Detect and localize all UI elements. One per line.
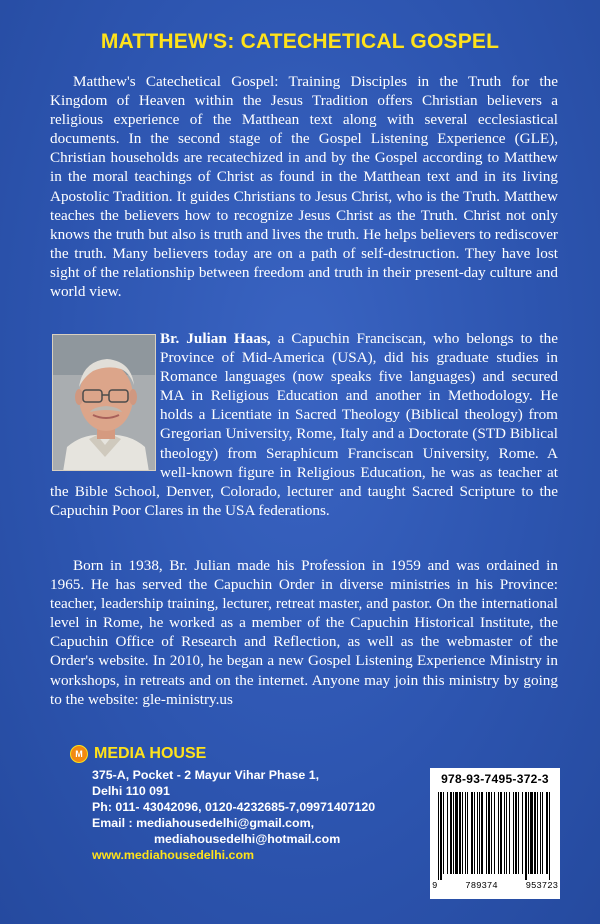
publisher-block xyxy=(70,745,390,864)
barcode-stripe xyxy=(525,792,527,880)
address-line-2: Delhi 110 091 xyxy=(92,784,170,798)
barcode-stripe xyxy=(481,792,483,874)
publisher-heading xyxy=(70,745,390,763)
publisher-address xyxy=(70,767,390,815)
barcode-stripe xyxy=(509,792,510,874)
barcode-stripe xyxy=(462,792,463,874)
barcode-stripe xyxy=(522,792,523,874)
email-line-1: Email : mediahousedelhi@gmail.com, xyxy=(92,816,315,830)
phone-line: Ph: 011- 43042096, 0120-4232685-7,09971407120 xyxy=(92,800,376,814)
isbn-barcode xyxy=(430,768,560,899)
barcode-stripe xyxy=(486,792,487,874)
publisher-website: www.mediahousedelhi.com xyxy=(92,848,255,862)
barcode-stripe xyxy=(515,792,517,874)
isbn-number: 978-93-7495-372-3 xyxy=(441,772,549,786)
barcode-stripe xyxy=(467,792,468,874)
barcode-digits xyxy=(432,881,558,891)
barcode-stripe xyxy=(465,792,466,874)
address-line-1: 375-A, Pocket - 2 Mayur Vihar Phase 1, xyxy=(92,768,320,782)
barcode-stripe xyxy=(443,792,444,874)
publisher-name: MEDIA HOUSE xyxy=(94,745,207,762)
barcode-stripe xyxy=(440,792,442,880)
barcode-stripe xyxy=(453,792,454,874)
barcode-stripe xyxy=(537,792,538,874)
barcode-stripe xyxy=(459,792,461,874)
book-title: MATTHEW'S: CATECHETICAL GOSPEL xyxy=(100,30,500,53)
barcode-stripe xyxy=(546,792,548,874)
description-paragraph: Matthew's Catechetical Gospel: Training Disciples in the Truth for the Kingdom of Heaven within the Jesus Tradition offers Christian believers a religious experience of the Matthean text along with several ecclesiastical documents. In the second stage of the Gospel Listening Experience (GLE), Christian households are recatechized in and by the Gospel according to Matthew in the moral teachings of Christ as found in the Matthean text and in its living Apostolic Tradition. It guides Christians to Jesus Christ, who is the Truth. Matthew teaches the believers how to recognize Jesus Christ as the Truth. Christ not only knows the truth but also is truth and lives the truth. He helps believers to rediscover the truth. Many believers today are on a path of self-destruction. They have lost sight of the relationship between freedom and truth in their present-day culture and world view. xyxy=(50,73,558,301)
barcode-stripe xyxy=(447,792,448,874)
barcode-stripe xyxy=(479,792,480,874)
barcode-stripe xyxy=(450,792,452,874)
publisher-email xyxy=(70,815,390,847)
barcode-stripe xyxy=(498,792,499,874)
barcode-stripe xyxy=(549,792,550,880)
barcode-digits-left: 789374 xyxy=(465,881,498,891)
barcode-stripe xyxy=(530,792,533,874)
barcode-stripe xyxy=(494,792,495,874)
barcode-stripe xyxy=(491,792,492,874)
barcode-stripe xyxy=(504,792,505,874)
photo-spacer xyxy=(50,329,160,481)
barcode-bars xyxy=(438,792,552,880)
barcode-stripe xyxy=(513,792,514,874)
barcode-stripe xyxy=(542,792,543,874)
author-bio-paragraph xyxy=(50,329,558,520)
barcode-stripe xyxy=(488,792,490,874)
barcode-digit-lead: 9 xyxy=(432,881,438,891)
barcode-stripe xyxy=(540,792,541,874)
barcode-stripe xyxy=(518,792,519,874)
barcode-stripe xyxy=(477,792,478,874)
barcode-stripe xyxy=(500,792,502,874)
barcode-stripe xyxy=(438,792,439,880)
author-history-paragraph: Born in 1938, Br. Julian made his Profession in 1959 and was ordained in 1965. He has served the Capuchin Order in diverse ministries in his Province: teacher, leadership training, lecturer, retreat master, and pastor. On the international level in Rome, he worked as a member of the Capuchin Historical Institute, the Capuchin Office of Research and Reflection, as well as the webmaster of the Order's website. In 2010, he began a new Gospel Listening Experience Ministry in workshops, in retreats and on the internet. Anyone may join this ministry by going to the website: gle-ministry.us xyxy=(50,557,558,708)
barcode-stripe xyxy=(455,792,458,874)
author-bio-text: a Capuchin Franciscan, who belongs to the Province of Mid-America (USA), did his graduate studies in Romance languages (now speaks five languages) and secured MA in Religious Education and another in Methodology. He holds a Licentiate in Sacred Theology (Biblical theology) from Gregorian University, Rome, Italy and a Doctorate (STD Biblical theology) from Seraphicum Franciscan University, Rome. A well-known figure in Religious Education, he was as teacher at the Bible School, Denver, Colorado, lecturer and taught Sacred Scripture to the Capuchin Poor Clares in the USA federations. xyxy=(50,330,558,519)
barcode-stripe xyxy=(506,792,507,874)
author-name: Br. Julian Haas, xyxy=(160,330,271,347)
barcode-digits-right: 953723 xyxy=(525,881,558,891)
barcode-stripe xyxy=(534,792,536,874)
media-house-logo-icon: M xyxy=(70,745,88,763)
barcode-stripe xyxy=(471,792,473,874)
email-line-2: mediahousedelhi@hotmail.com xyxy=(154,832,341,846)
barcode-stripe xyxy=(474,792,475,874)
barcode-stripe xyxy=(528,792,529,874)
